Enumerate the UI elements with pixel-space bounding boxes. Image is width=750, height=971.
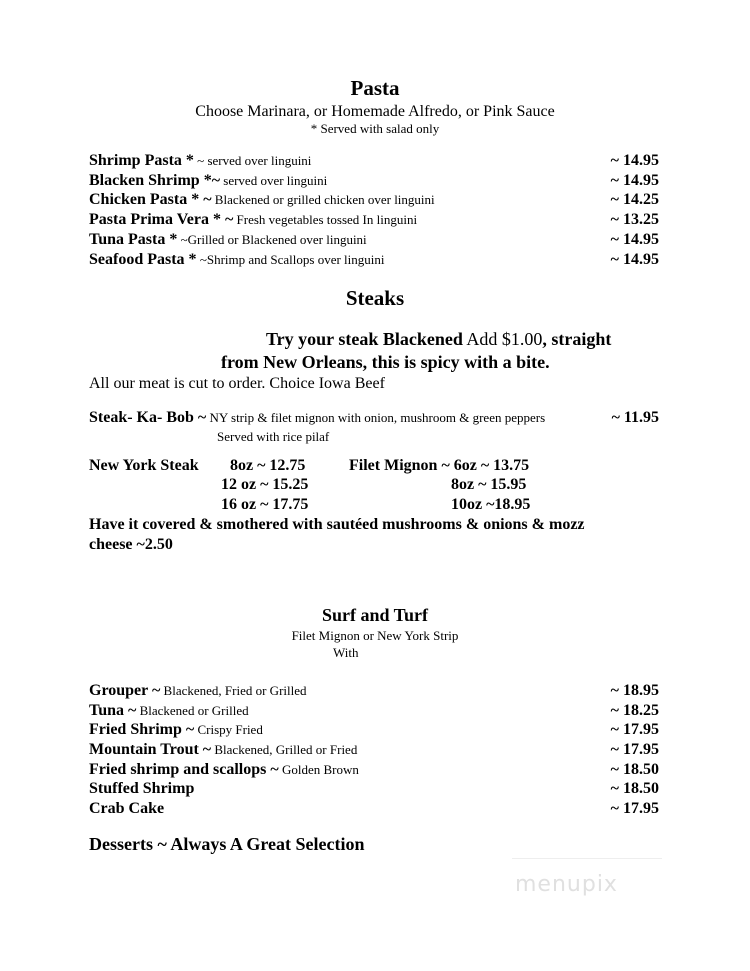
item-desc: NY strip & filet mignon with onion, mushroom & green peppers — [206, 410, 546, 425]
list-item — [89, 721, 659, 741]
pasta-subtitle: Choose Marinara, or Homemade Alfredo, or Pink Sauce — [195, 103, 555, 120]
item-desc: Crispy Fried — [194, 722, 263, 737]
item-desc: Blackened, Grilled or Fried — [211, 742, 358, 757]
item-price: ~ 14.95 — [610, 172, 659, 189]
list-item — [89, 800, 659, 820]
surf-with: With — [333, 645, 359, 660]
item-price: ~ 17.95 — [610, 721, 659, 738]
surf-subtitle: Filet Mignon or New York Strip — [291, 628, 459, 643]
ny-size: 8oz ~ 12.75 — [230, 457, 306, 474]
smothered-line-1: Have it covered & smothered with sautéed mushrooms & onions & mozz — [89, 516, 585, 533]
item-name: Grouper ~ — [89, 682, 161, 699]
ny-steak-label: New York Steak — [89, 457, 199, 474]
item-desc: Golden Brown — [278, 762, 359, 777]
item-price: ~ 18.50 — [610, 761, 659, 778]
item-name: Stuffed Shrimp — [89, 780, 195, 797]
list-item — [89, 251, 659, 271]
item-desc: ~Grilled or Blackened over linguini — [177, 232, 367, 247]
list-item — [89, 702, 659, 722]
item-price: ~ 17.95 — [610, 741, 659, 758]
item-name: Fried Shrimp ~ — [89, 721, 195, 738]
list-item — [89, 152, 659, 172]
item-name: Crab Cake — [89, 800, 165, 817]
item-price: ~ 18.95 — [610, 682, 659, 699]
item-name: Blacken Shrimp *~ — [89, 172, 221, 189]
blackened-normal: Add $1.00 — [462, 329, 543, 349]
list-item — [89, 780, 659, 800]
watermark-rule — [512, 858, 662, 859]
item-desc: served over linguini — [220, 173, 328, 188]
list-item — [89, 172, 659, 192]
filet-size: 10oz ~18.95 — [451, 496, 531, 513]
item-name: Steak- Ka- Bob ~ — [89, 409, 207, 426]
list-item — [89, 231, 659, 251]
list-item — [89, 682, 659, 702]
blackened-bold-2: , straight — [542, 329, 612, 349]
pasta-note: * Served with salad only — [310, 121, 440, 136]
desserts-line: Desserts ~ Always A Great Selection — [89, 834, 365, 854]
blackened-bold-1: Try your steak Blackened — [266, 329, 463, 349]
meat-note: All our meat is cut to order. Choice Iowa Beef — [89, 375, 385, 392]
item-name: Tuna ~ — [89, 702, 137, 719]
blackened-line-1 — [266, 329, 611, 350]
item-name: Shrimp Pasta * — [89, 152, 194, 169]
kabob-row — [89, 409, 659, 429]
item-name: Mountain Trout ~ — [89, 741, 212, 758]
item-price: ~ 18.25 — [610, 702, 659, 719]
item-price: ~ 11.95 — [611, 409, 659, 426]
item-name: Chicken Pasta * ~ — [89, 191, 212, 208]
item-name: Tuna Pasta * — [89, 231, 178, 248]
ny-size: 16 oz ~ 17.75 — [221, 496, 309, 513]
item-price: ~ 17.95 — [610, 800, 659, 817]
item-price: ~ 14.95 — [610, 231, 659, 248]
pasta-title: Pasta — [350, 76, 400, 100]
blackened-line-2: from New Orleans, this is spicy with a bite. — [221, 352, 550, 372]
surf-title: Surf and Turf — [321, 605, 429, 625]
item-price: ~ 18.50 — [610, 780, 659, 797]
item-price: ~ 14.25 — [610, 191, 659, 208]
filet-label: Filet Mignon ~ 6oz ~ 13.75 — [349, 457, 530, 474]
item-name: Pasta Prima Vera * ~ — [89, 211, 234, 228]
list-item — [89, 191, 659, 211]
filet-size: 8oz ~ 15.95 — [451, 476, 527, 493]
item-name: Fried shrimp and scallops ~ — [89, 761, 279, 778]
item-desc: ~ served over linguini — [193, 153, 312, 168]
item-price: ~ 14.95 — [610, 152, 659, 169]
list-item — [89, 761, 659, 781]
watermark-logo: menupix — [515, 872, 618, 897]
ny-size: 12 oz ~ 15.25 — [221, 476, 309, 493]
list-item — [89, 741, 659, 761]
smothered-line-2: cheese ~2.50 — [89, 536, 173, 553]
item-price: ~ 14.95 — [610, 251, 659, 268]
item-desc: Blackened or grilled chicken over linguini — [211, 192, 435, 207]
item-desc: Blackened or Grilled — [136, 703, 249, 718]
item-desc: Fresh vegetables tossed In linguini — [233, 212, 418, 227]
steaks-title: Steaks — [345, 286, 405, 310]
item-desc: Blackened, Fried or Grilled — [160, 683, 307, 698]
item-name: Seafood Pasta * — [89, 251, 197, 268]
item-desc: ~Shrimp and Scallops over linguini — [196, 252, 385, 267]
item-price: ~ 13.25 — [610, 211, 659, 228]
kabob-desc-2: Served with rice pilaf — [217, 429, 330, 444]
list-item — [89, 211, 659, 231]
